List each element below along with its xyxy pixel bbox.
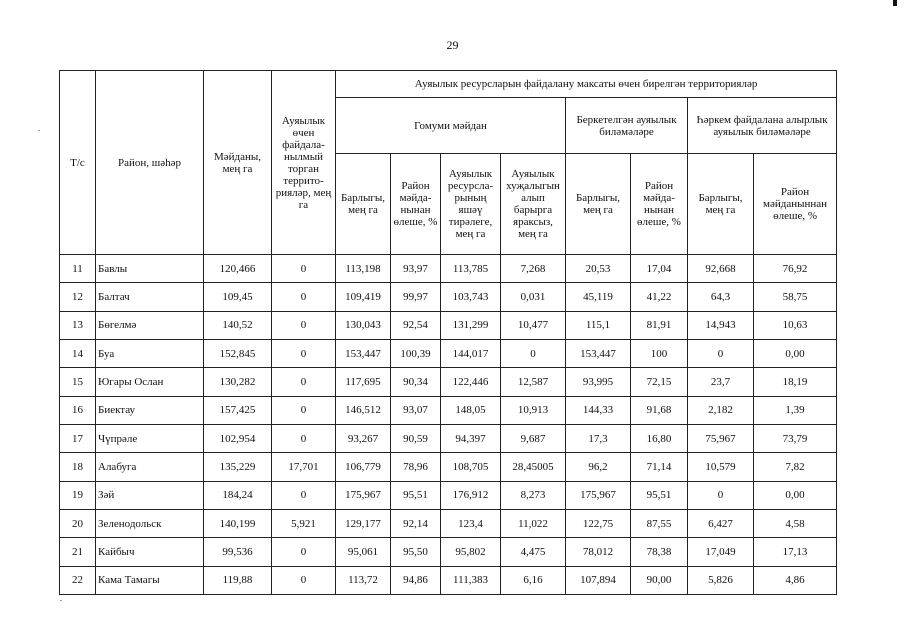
cell-general-total: 95,061 (336, 538, 391, 566)
cell-general-total: 130,043 (336, 311, 391, 339)
cell-general-share: 94,86 (391, 566, 441, 594)
cell-public-share: 73,79 (754, 424, 837, 452)
cell-public-total: 0 (688, 339, 754, 367)
header-general-total: Барлыгы, мең га (336, 154, 391, 255)
cell-general-unsuitable: 10,477 (501, 311, 566, 339)
cell-fixed-share: 95,51 (631, 481, 688, 509)
cell-general-unsuitable: 0 (501, 339, 566, 367)
table-row (60, 396, 837, 424)
table-row (60, 424, 837, 452)
cell-public-share: 10,63 (754, 311, 837, 339)
page-number: 29 (446, 38, 459, 52)
cell-public-total: 10,579 (688, 453, 754, 481)
cell-district: Бөгелмә (96, 311, 204, 339)
cell-general-share: 99,97 (391, 283, 441, 311)
cell-public-total: 2,182 (688, 396, 754, 424)
cell-general-habitat: 131,299 (441, 311, 501, 339)
cell-public-share: 0,00 (754, 481, 837, 509)
cell-fixed-share: 41,22 (631, 283, 688, 311)
cell-no: 18 (60, 453, 96, 481)
cell-district: Биектау (96, 396, 204, 424)
cell-area: 99,536 (204, 538, 272, 566)
cell-fixed-total: 20,53 (566, 255, 631, 283)
cell-general-habitat: 144,017 (441, 339, 501, 367)
cell-general-habitat: 111,383 (441, 566, 501, 594)
cell-unused: 0 (272, 538, 336, 566)
cell-public-share: 17,13 (754, 538, 837, 566)
cell-general-total: 175,967 (336, 481, 391, 509)
header-district: Район, шәһәр (96, 71, 204, 255)
header-area: Мәйданы, мең га (204, 71, 272, 255)
cell-public-total: 64,3 (688, 283, 754, 311)
cell-no: 20 (60, 509, 96, 537)
cell-fixed-share: 90,00 (631, 566, 688, 594)
cell-area: 119,88 (204, 566, 272, 594)
cell-general-share: 90,34 (391, 368, 441, 396)
cell-area: 102,954 (204, 424, 272, 452)
cell-no: 12 (60, 283, 96, 311)
cell-public-share: 7,82 (754, 453, 837, 481)
cell-fixed-total: 78,012 (566, 538, 631, 566)
cell-general-total: 113,198 (336, 255, 391, 283)
cell-general-share: 95,50 (391, 538, 441, 566)
cell-general-total: 93,267 (336, 424, 391, 452)
cell-fixed-share: 72,15 (631, 368, 688, 396)
cell-district: Чүпрәле (96, 424, 204, 452)
cell-general-share: 78,96 (391, 453, 441, 481)
cell-public-total: 92,668 (688, 255, 754, 283)
cell-area: 184,24 (204, 481, 272, 509)
cell-unused: 0 (272, 424, 336, 452)
cell-unused: 17,701 (272, 453, 336, 481)
cell-public-total: 0 (688, 481, 754, 509)
cell-general-habitat: 123,4 (441, 509, 501, 537)
cell-general-total: 146,512 (336, 396, 391, 424)
hunting-grounds-table (59, 70, 837, 595)
cell-no: 21 (60, 538, 96, 566)
cell-area: 130,282 (204, 368, 272, 396)
cell-area: 157,425 (204, 396, 272, 424)
cell-general-habitat: 95,802 (441, 538, 501, 566)
cell-general-unsuitable: 0,031 (501, 283, 566, 311)
cell-general-habitat: 94,397 (441, 424, 501, 452)
cell-no: 13 (60, 311, 96, 339)
cell-district: Балтач (96, 283, 204, 311)
cell-area: 109,45 (204, 283, 272, 311)
cell-general-unsuitable: 10,913 (501, 396, 566, 424)
cell-district: Зеленодольск (96, 509, 204, 537)
cell-no: 17 (60, 424, 96, 452)
cell-district: Югары Ослан (96, 368, 204, 396)
cell-fixed-total: 122,75 (566, 509, 631, 537)
cell-general-share: 92,54 (391, 311, 441, 339)
cell-fixed-total: 96,2 (566, 453, 631, 481)
cell-general-share: 100,39 (391, 339, 441, 367)
cell-no: 16 (60, 396, 96, 424)
cell-area: 135,229 (204, 453, 272, 481)
header-general-unsuitable: Ауяылык хуҗалыгын алып барырга яраксыз, мең га (501, 154, 566, 255)
header-general-share: Район мәйда-нынан өлеше, % (391, 154, 441, 255)
cell-area: 152,845 (204, 339, 272, 367)
cell-district: Кама Тамагы (96, 566, 204, 594)
cell-fixed-share: 78,38 (631, 538, 688, 566)
cell-district: Кайбыч (96, 538, 204, 566)
cell-area: 120,466 (204, 255, 272, 283)
cell-general-unsuitable: 11,022 (501, 509, 566, 537)
cell-general-share: 93,97 (391, 255, 441, 283)
cell-district: Алабуга (96, 453, 204, 481)
scan-corner-mark (893, 0, 897, 6)
cell-no: 22 (60, 566, 96, 594)
cell-public-share: 1,39 (754, 396, 837, 424)
cell-unused: 0 (272, 396, 336, 424)
header-fixed-grounds: Беркетелгән ауяылык биләмәләре (566, 98, 688, 154)
cell-fixed-share: 100 (631, 339, 688, 367)
cell-public-share: 0,00 (754, 339, 837, 367)
table-row (60, 453, 837, 481)
cell-unused: 5,921 (272, 509, 336, 537)
cell-unused: 0 (272, 481, 336, 509)
cell-general-total: 113,72 (336, 566, 391, 594)
cell-unused: 0 (272, 566, 336, 594)
header-fixed-share: Район мәйда-нынан өлеше, % (631, 154, 688, 255)
cell-fixed-total: 45,119 (566, 283, 631, 311)
cell-general-share: 95,51 (391, 481, 441, 509)
cell-no: 19 (60, 481, 96, 509)
table-row (60, 283, 837, 311)
header-general-habitat: Ауяылык ресурсла-рының яшәү тирәлеге, мең га (441, 154, 501, 255)
cell-unused: 0 (272, 339, 336, 367)
cell-no: 15 (60, 368, 96, 396)
cell-fixed-share: 81,91 (631, 311, 688, 339)
cell-general-share: 90,59 (391, 424, 441, 452)
cell-public-total: 6,427 (688, 509, 754, 537)
cell-general-share: 93,07 (391, 396, 441, 424)
cell-district: Зәй (96, 481, 204, 509)
cell-fixed-share: 87,55 (631, 509, 688, 537)
cell-general-unsuitable: 7,268 (501, 255, 566, 283)
cell-fixed-total: 17,3 (566, 424, 631, 452)
cell-fixed-share: 91,68 (631, 396, 688, 424)
table-row (60, 339, 837, 367)
table-row (60, 481, 837, 509)
cell-general-total: 129,177 (336, 509, 391, 537)
cell-general-total: 109,419 (336, 283, 391, 311)
cell-public-share: 58,75 (754, 283, 837, 311)
header-fixed-total: Барлыгы, мең га (566, 154, 631, 255)
cell-general-share: 92,14 (391, 509, 441, 537)
table-row (60, 538, 837, 566)
cell-fixed-total: 153,447 (566, 339, 631, 367)
cell-public-share: 18,19 (754, 368, 837, 396)
cell-general-total: 117,695 (336, 368, 391, 396)
cell-public-total: 23,7 (688, 368, 754, 396)
cell-public-share: 4,86 (754, 566, 837, 594)
cell-fixed-total: 115,1 (566, 311, 631, 339)
cell-public-share: 4,58 (754, 509, 837, 537)
scan-speck (60, 600, 62, 601)
cell-general-habitat: 176,912 (441, 481, 501, 509)
table-row (60, 509, 837, 537)
cell-unused: 0 (272, 311, 336, 339)
cell-unused: 0 (272, 368, 336, 396)
table-row (60, 311, 837, 339)
cell-general-habitat: 148,05 (441, 396, 501, 424)
cell-district: Бавлы (96, 255, 204, 283)
cell-general-total: 153,447 (336, 339, 391, 367)
cell-unused: 0 (272, 283, 336, 311)
cell-fixed-share: 17,04 (631, 255, 688, 283)
header-public-share: Район мәйданыннан өлеше, % (754, 154, 837, 255)
cell-public-share: 76,92 (754, 255, 837, 283)
table-row (60, 368, 837, 396)
cell-general-habitat: 122,446 (441, 368, 501, 396)
cell-area: 140,52 (204, 311, 272, 339)
cell-fixed-share: 16,80 (631, 424, 688, 452)
cell-general-habitat: 113,785 (441, 255, 501, 283)
cell-fixed-total: 107,894 (566, 566, 631, 594)
cell-general-unsuitable: 6,16 (501, 566, 566, 594)
cell-general-habitat: 108,705 (441, 453, 501, 481)
cell-general-unsuitable: 12,587 (501, 368, 566, 396)
table-row (60, 566, 837, 594)
header-no: Т/с (60, 71, 96, 255)
header-general-area: Гомуми мәйдан (336, 98, 566, 154)
header-allocated-territory: Ауяылык ресурсларын файдалану максаты өчен бирелгән территорияләр (336, 71, 837, 98)
cell-no: 11 (60, 255, 96, 283)
header-unused-territory: Ауяылык өчен файдала-нылмый торган террито-рияләр, мең га (272, 71, 336, 255)
header-public-total: Барлыгы, мең га (688, 154, 754, 255)
cell-public-total: 14,943 (688, 311, 754, 339)
cell-general-unsuitable: 4,475 (501, 538, 566, 566)
cell-area: 140,199 (204, 509, 272, 537)
cell-general-unsuitable: 28,45005 (501, 453, 566, 481)
cell-fixed-total: 175,967 (566, 481, 631, 509)
cell-general-habitat: 103,743 (441, 283, 501, 311)
cell-fixed-total: 93,995 (566, 368, 631, 396)
table-body (60, 255, 837, 595)
cell-unused: 0 (272, 255, 336, 283)
cell-no: 14 (60, 339, 96, 367)
cell-general-unsuitable: 8,273 (501, 481, 566, 509)
cell-general-unsuitable: 9,687 (501, 424, 566, 452)
header-public-grounds: Һәркем файдалана алырлык ауяылык биләмәләре (688, 98, 837, 154)
cell-public-total: 5,826 (688, 566, 754, 594)
table-row (60, 255, 837, 283)
cell-fixed-total: 144,33 (566, 396, 631, 424)
scan-speck (38, 130, 40, 131)
cell-fixed-share: 71,14 (631, 453, 688, 481)
cell-general-total: 106,779 (336, 453, 391, 481)
cell-public-total: 75,967 (688, 424, 754, 452)
cell-public-total: 17,049 (688, 538, 754, 566)
cell-district: Буа (96, 339, 204, 367)
